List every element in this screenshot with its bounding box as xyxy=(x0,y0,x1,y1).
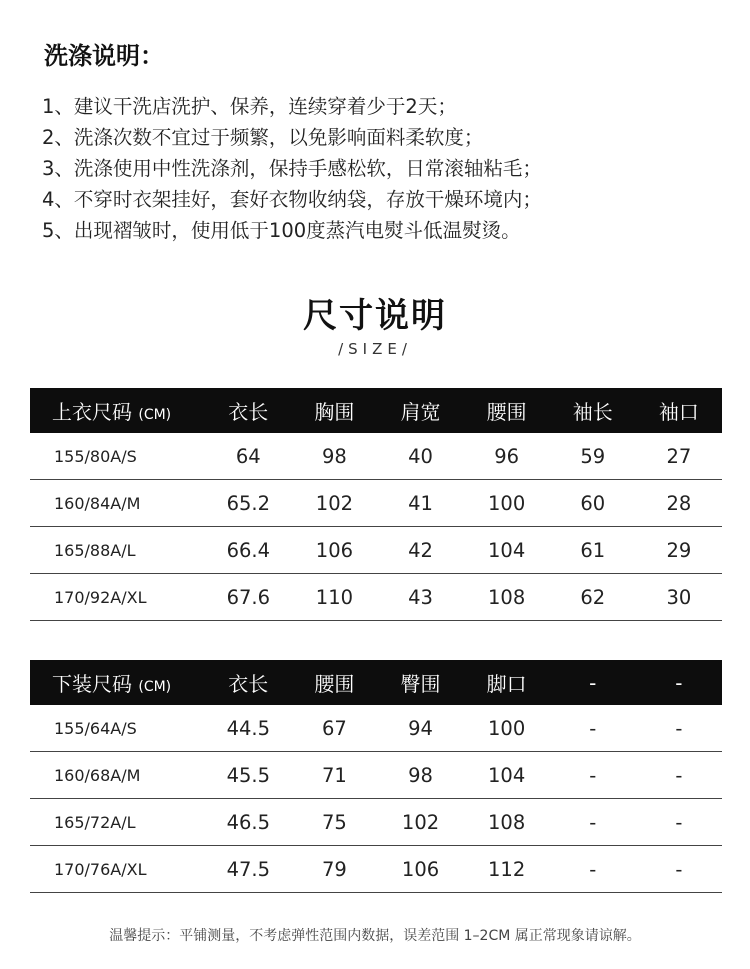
value-cell: - xyxy=(636,799,722,846)
size-cell: 160/84A/M xyxy=(30,480,205,527)
table-row xyxy=(30,846,722,893)
column-header: 袖长 xyxy=(572,400,613,424)
value-cell: 100 xyxy=(464,480,550,527)
washing-item: 1、建议干洗店洗护、保养，连续穿着少于2天； xyxy=(42,95,457,118)
column-header: 胸围 xyxy=(314,400,355,424)
value-cell: 112 xyxy=(464,846,550,893)
value-cell: 67.6 xyxy=(205,574,291,621)
value-cell: 45.5 xyxy=(205,752,291,799)
bottom-size-label: 下装尺码 xyxy=(52,672,132,696)
value-cell: 65.2 xyxy=(205,480,291,527)
value-cell: 67 xyxy=(291,705,377,752)
value-cell: 79 xyxy=(291,846,377,893)
value-cell: 108 xyxy=(464,574,550,621)
value-cell: 64 xyxy=(205,433,291,480)
value-cell: 59 xyxy=(550,433,636,480)
table-row xyxy=(30,574,722,621)
washing-item: 5、出现褶皱时，使用低于100度蒸汽电熨斗低温熨烫。 xyxy=(42,219,521,242)
value-cell: 46.5 xyxy=(205,799,291,846)
size-section-subtitle: /SIZE/ xyxy=(338,340,412,358)
value-cell: 40 xyxy=(377,433,463,480)
value-cell: 43 xyxy=(377,574,463,621)
value-cell: - xyxy=(550,705,636,752)
size-cell: 155/64A/S xyxy=(30,705,205,752)
size-cell: 165/88A/L xyxy=(30,527,205,574)
value-cell: 104 xyxy=(464,527,550,574)
column-header: 臀围 xyxy=(400,672,441,696)
table-row xyxy=(30,705,722,752)
value-cell: 28 xyxy=(636,480,722,527)
column-header: 肩宽 xyxy=(400,400,441,424)
value-cell: - xyxy=(636,846,722,893)
top-size-header xyxy=(30,388,205,433)
value-cell: 106 xyxy=(377,846,463,893)
value-cell: 30 xyxy=(636,574,722,621)
column-header: 腰围 xyxy=(314,672,355,696)
table-header-row xyxy=(30,388,722,433)
table-header-row xyxy=(30,660,722,705)
column-header: - xyxy=(675,670,683,695)
value-cell: 44.5 xyxy=(205,705,291,752)
value-cell: - xyxy=(550,752,636,799)
bottom-size-table xyxy=(30,660,722,893)
value-cell: 60 xyxy=(550,480,636,527)
size-cell: 170/92A/XL xyxy=(30,574,205,621)
value-cell: 94 xyxy=(377,705,463,752)
value-cell: - xyxy=(636,752,722,799)
value-cell: 102 xyxy=(377,799,463,846)
value-cell: 96 xyxy=(464,433,550,480)
value-cell: 47.5 xyxy=(205,846,291,893)
table-row xyxy=(30,433,722,480)
value-cell: - xyxy=(550,799,636,846)
table-row xyxy=(30,480,722,527)
top-size-label: 上衣尺码 xyxy=(52,400,132,424)
column-header: 腰围 xyxy=(486,400,527,424)
value-cell: 71 xyxy=(291,752,377,799)
size-cell: 165/72A/L xyxy=(30,799,205,846)
size-cell: 170/76A/XL xyxy=(30,846,205,893)
value-cell: 98 xyxy=(291,433,377,480)
value-cell: 41 xyxy=(377,480,463,527)
washing-item: 4、不穿时衣架挂好，套好衣物收纳袋，存放干燥环境内； xyxy=(42,188,542,211)
column-header: 衣长 xyxy=(228,400,269,424)
top-size-table xyxy=(30,388,722,621)
value-cell: 62 xyxy=(550,574,636,621)
washing-item: 3、洗涤使用中性洗涤剂，保持手感松软，日常滚轴粘毛； xyxy=(42,157,542,180)
value-cell: - xyxy=(636,705,722,752)
value-cell: 66.4 xyxy=(205,527,291,574)
column-header: - xyxy=(589,670,597,695)
value-cell: 98 xyxy=(377,752,463,799)
size-cell: 155/80A/S xyxy=(30,433,205,480)
value-cell: 75 xyxy=(291,799,377,846)
table-row xyxy=(30,752,722,799)
size-cell: 160/68A/M xyxy=(30,752,205,799)
value-cell: - xyxy=(550,846,636,893)
value-cell: 100 xyxy=(464,705,550,752)
value-cell: 102 xyxy=(291,480,377,527)
value-cell: 27 xyxy=(636,433,722,480)
value-cell: 29 xyxy=(636,527,722,574)
value-cell: 108 xyxy=(464,799,550,846)
value-cell: 61 xyxy=(550,527,636,574)
value-cell: 42 xyxy=(377,527,463,574)
unit-label: (CM) xyxy=(138,407,172,423)
measurement-tip: 温馨提示：平铺测量，不考虑弹性范围内数据，误差范围 1–2CM 属正常现象请谅解。 xyxy=(109,928,641,944)
value-cell: 110 xyxy=(291,574,377,621)
size-section-title: 尺寸说明 xyxy=(303,296,447,336)
bottom-size-header xyxy=(30,660,205,705)
column-header: 脚口 xyxy=(486,672,527,696)
washing-item: 2、洗涤次数不宜过于频繁，以免影响面料柔软度； xyxy=(42,126,484,149)
table-row xyxy=(30,527,722,574)
value-cell: 104 xyxy=(464,752,550,799)
column-header: 袖口 xyxy=(658,400,699,424)
washing-instructions-title: 洗涤说明： xyxy=(44,42,164,70)
value-cell: 106 xyxy=(291,527,377,574)
column-header: 衣长 xyxy=(228,672,269,696)
table-row xyxy=(30,799,722,846)
washing-instructions-list xyxy=(42,91,542,246)
unit-label: (CM) xyxy=(138,679,172,695)
